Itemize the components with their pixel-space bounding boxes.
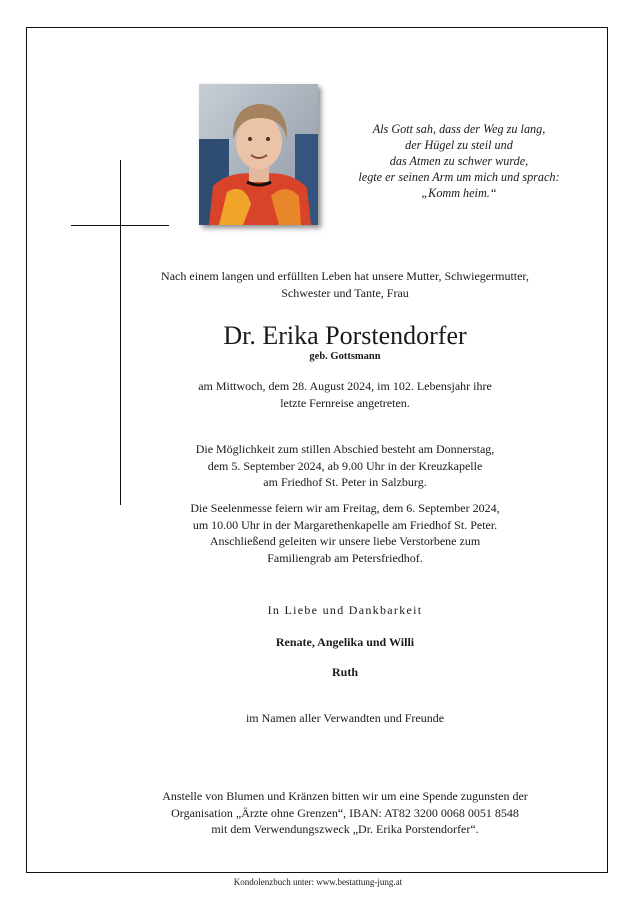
cross-icon-horizontal <box>71 225 169 226</box>
donation-line: Organisation „Ärzte ohne Grenzen“, IBAN: AT82 3200 0068 0051 8548 <box>171 805 519 820</box>
poem-line: Als Gott sah, dass der Weg zu lang, <box>372 122 546 136</box>
donation-line: mit dem Verwendungszweck „Dr. Erika Porstendorfer“. <box>211 822 479 836</box>
intro-line: Schwester und Tante, Frau <box>281 285 409 300</box>
mass-text <box>90 500 600 566</box>
mass-line: Anschließend geleiten wir unsere liebe Verstorbene zum <box>209 534 481 548</box>
farewell-text <box>90 441 600 491</box>
intro-line: Nach einem langen und erfüllten Leben hat unsere Mutter, Schwiegermutter, <box>161 269 529 283</box>
deceased-name: Dr. Erika Porstendorfer <box>223 321 467 350</box>
poem-line: das Atmen zu schwer wurde, <box>389 154 529 168</box>
mass-line: um 10.00 Uhr in der Margarethenkapelle am Friedhof St. Peter. <box>192 517 498 532</box>
poem-line: der Hügel zu steil und <box>405 138 513 152</box>
donation-text <box>90 788 600 838</box>
death-line: am Mittwoch, dem 28. August 2024, im 102. Lebensjahr ihre <box>198 379 492 393</box>
mourners-secondary: Ruth <box>331 665 358 679</box>
poem-line: „Komm heim.“ <box>421 186 497 200</box>
portrait-image <box>199 84 318 225</box>
donation-line: Anstelle von Blumen und Kränzen bitten wir um eine Spende zugunsten der <box>162 789 528 803</box>
farewell-line: dem 5. September 2024, ab 9.00 Uhr in der Kreuzkapelle <box>207 458 483 473</box>
portrait-photo <box>199 84 318 225</box>
death-text <box>90 378 600 411</box>
condolence-book-link[interactable]: Kondolenzbuch unter: www.bestattung-jung.at <box>233 877 403 887</box>
love-line: In Liebe und Dankbarkeit <box>267 603 423 617</box>
farewell-line: am Friedhof St. Peter in Salzburg. <box>263 475 427 489</box>
poem-line: legte er seinen Arm um mich und sprach: <box>358 170 560 184</box>
relatives-line: im Namen aller Verwandten und Freunde <box>245 711 445 725</box>
farewell-line: Die Möglichkeit zum stillen Abschied besteht am Donnerstag, <box>195 442 495 456</box>
mourners-primary: Renate, Angelika und Willi <box>275 635 415 649</box>
intro-text <box>90 268 600 301</box>
mass-line: Die Seelenmesse feiern wir am Freitag, dem 6. September 2024, <box>190 501 500 515</box>
death-line: letzte Fernreise angetreten. <box>280 395 410 410</box>
poem <box>330 121 588 201</box>
mass-line: Familiengrab am Petersfriedhof. <box>267 550 423 565</box>
birth-name: geb. Gottsmann <box>309 351 381 362</box>
